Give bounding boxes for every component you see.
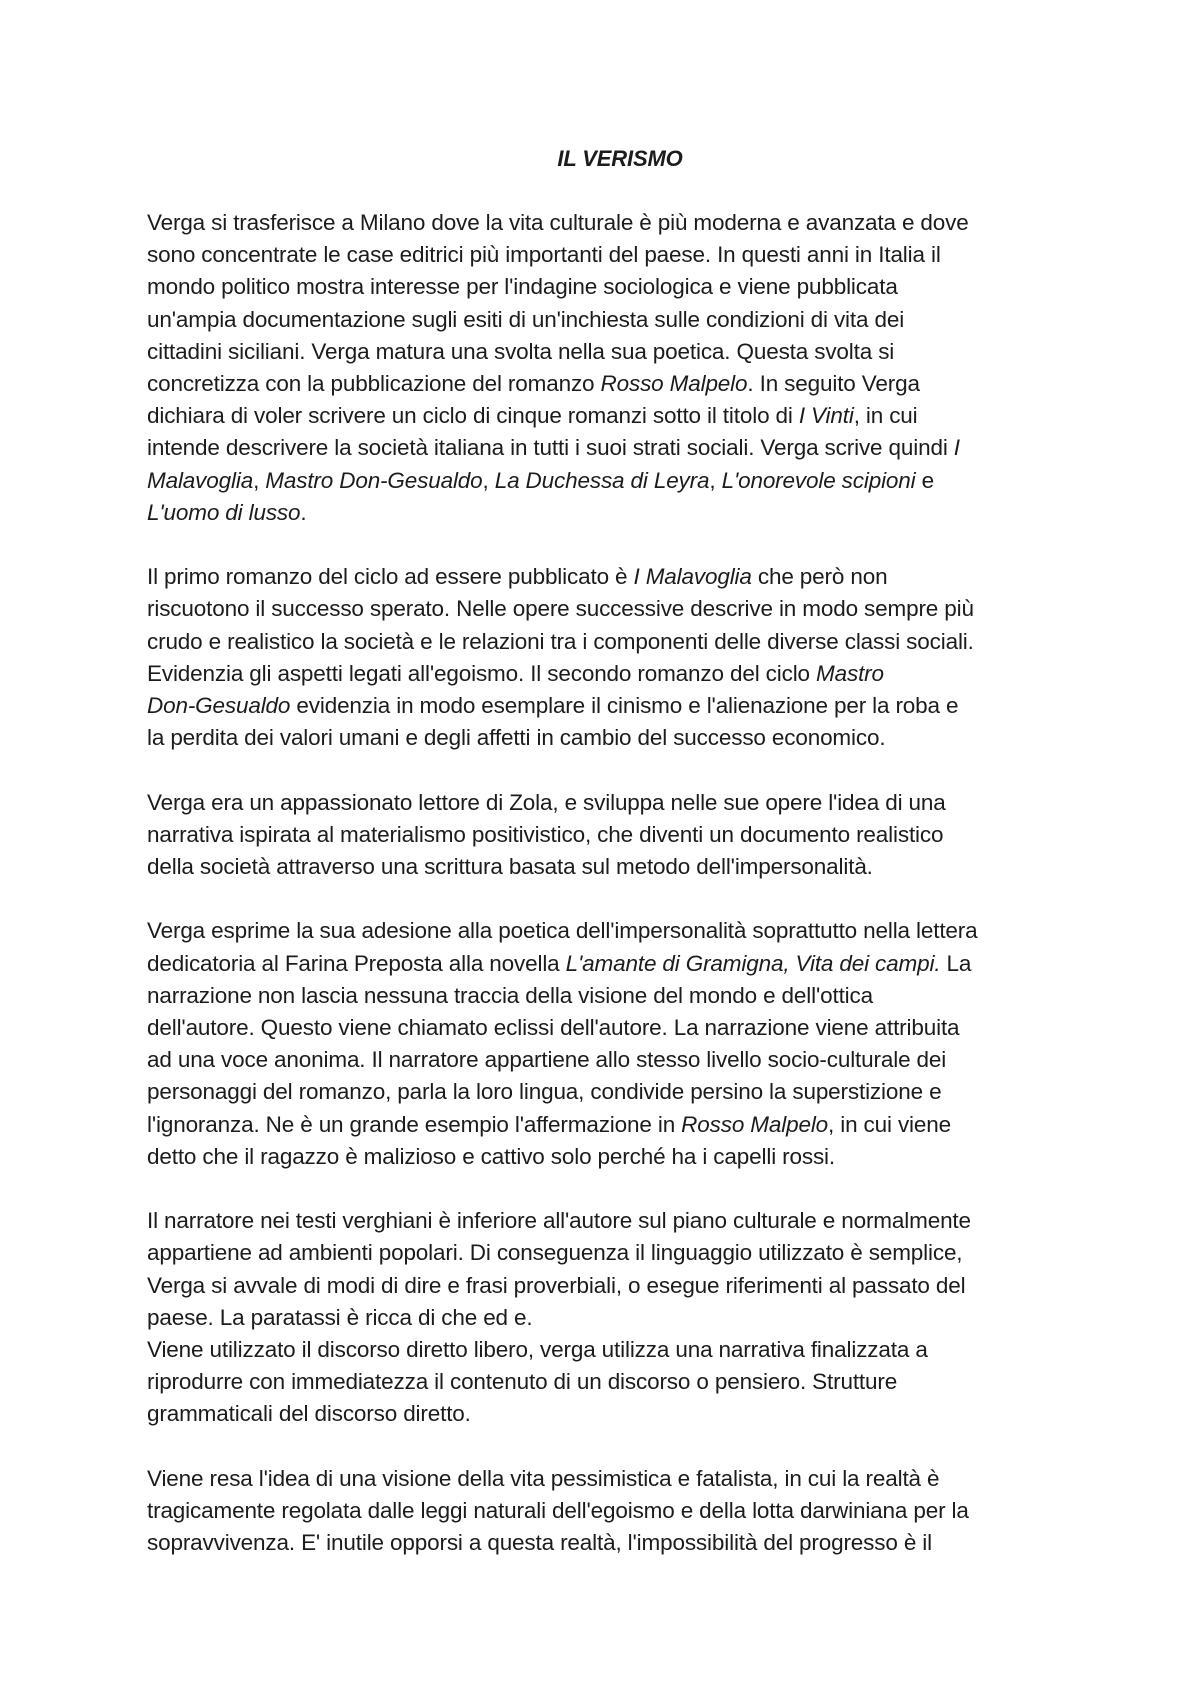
text-segment: narrazione non lascia nessuna traccia della visione del mondo e dell'ottica (147, 982, 873, 1008)
text-line (147, 787, 1077, 819)
text-line (147, 207, 1077, 239)
document-title: IL VERISMO (557, 146, 683, 171)
text-line (147, 400, 1077, 432)
paragraph-1 (147, 207, 1077, 529)
text-segment: La (940, 950, 972, 976)
italic-title-text: Rosso Malpelo (681, 1111, 829, 1137)
text-segment: . In seguito Verga (747, 371, 920, 397)
text-segment: detto che il ragazzo è malizioso e cattivo solo perché ha i capelli rossi. (147, 1143, 836, 1169)
text-line (147, 851, 1077, 883)
text-line (147, 336, 1077, 368)
text-segment: appartiene ad ambienti popolari. Di conseguenza il linguaggio utilizzato è semplice, (147, 1240, 963, 1266)
text-segment: ad una voce anonima. Il narratore appartiene allo stesso livello socio-culturale dei (147, 1047, 947, 1073)
text-segment: riprodurre con immediatezza il contenuto di un discorso o pensiero. Strutture (147, 1369, 898, 1395)
text-line (147, 1109, 1077, 1141)
text-segment: personaggi del romanzo, parla la loro lingua, condivide persino la superstizione e (147, 1079, 942, 1105)
text-segment: Verga era un appassionato lettore di Zola, e sviluppa nelle sue opere l'idea di una (147, 789, 946, 815)
text-segment: concretizza con la pubblicazione del romanzo (147, 371, 601, 397)
text-line (147, 1270, 1077, 1302)
text-segment: dichiara di voler scrivere un ciclo di cinque romanzi sotto il titolo di (147, 403, 799, 429)
italic-title-text: I (953, 435, 960, 461)
text-segment: Il narratore nei testi verghiani è inferiore all'autore sul piano culturale e normalmente (147, 1208, 971, 1234)
paragraph-3 (147, 787, 1077, 884)
text-segment: la perdita dei valori umani e degli affetti in cambio del successo economico. (147, 725, 886, 751)
text-line (147, 980, 1077, 1012)
text-segment: Verga si trasferisce a Milano dove la vita culturale è più moderna e avanzata e dove (147, 210, 969, 235)
text-segment: Viene resa l'idea di una visione della vita pessimistica e fatalista, in cui la realtà è (147, 1465, 940, 1491)
text-line (147, 1205, 1077, 1237)
italic-title-text: Don-Gesualdo (147, 693, 291, 719)
text-line (147, 690, 1077, 722)
text-segment: , in cui viene (828, 1111, 951, 1137)
text-line (147, 915, 1077, 947)
text-segment: sopravvivenza. E' inutile opporsi a questa realtà, l'impossibilità del progresso è il (147, 1530, 933, 1556)
text-segment: , (253, 467, 266, 493)
text-line (147, 1398, 1077, 1430)
paragraphs-container (147, 207, 1077, 1559)
text-line (147, 626, 1077, 658)
text-line (147, 368, 1077, 400)
paragraph-2 (147, 561, 1077, 754)
italic-title-text: L'uomo di lusso (147, 499, 301, 525)
text-segment: sono concentrate le case editrici più importanti del paese. In questi anni in Italia il (147, 242, 941, 268)
text-segment: Il primo romanzo del ciclo ad essere pubblicato è (147, 564, 634, 590)
text-line (147, 239, 1077, 271)
text-line (147, 1527, 1077, 1559)
text-segment: , in cui (853, 403, 918, 429)
italic-title-text: Mastro (816, 660, 884, 686)
text-line (147, 593, 1077, 625)
italic-title-text: I Malavoglia (633, 564, 752, 590)
paragraph-7 (147, 1463, 1077, 1560)
document-body (147, 143, 1077, 1592)
text-segment: e (915, 467, 934, 493)
text-line (147, 1012, 1077, 1044)
text-segment: evidenzia in modo esemplare il cinismo e l'alienazione per la roba e (290, 693, 959, 719)
text-line (147, 948, 1077, 980)
text-segment: un'ampia documentazione sugli esiti di un'inchiesta sulle condizioni di vita dei (147, 306, 905, 332)
text-line (147, 1044, 1077, 1076)
text-line (147, 1495, 1077, 1527)
text-segment: che però non (751, 564, 888, 590)
text-segment: mondo politico mostra interesse per l'indagine sociologica e viene pubblicata (147, 274, 898, 300)
text-segment: cittadini siciliani. Verga matura una svolta nella sua poetica. Questa svolta si (147, 338, 895, 364)
text-segment: della società attraverso una scrittura basata sul metodo dell'impersonalità. (147, 854, 873, 880)
text-segment: intende descrivere la società italiana in tutti i suoi strati sociali. Verga scrive quindi (147, 435, 954, 461)
text-line (147, 1076, 1077, 1108)
text-line (147, 658, 1077, 690)
text-segment: Verga si avvale di modi di dire e frasi proverbiali, o esegue riferimenti al passato del (147, 1272, 966, 1298)
text-segment: narrativa ispirata al materialismo positivistico, che diventi un documento realistico (147, 821, 944, 847)
text-line (147, 722, 1077, 754)
text-line (147, 561, 1077, 593)
text-line (147, 1366, 1077, 1398)
paragraph-4 (147, 915, 1077, 1173)
text-segment: Verga esprime la sua adesione alla poetica dell'impersonalità soprattutto nella lettera (147, 918, 978, 944)
text-segment: dell'autore. Questo viene chiamato eclissi dell'autore. La narrazione viene attribuita (147, 1015, 960, 1041)
text-line (147, 432, 1077, 464)
italic-title-text: La Duchessa di Leyra (494, 467, 710, 493)
italic-title-text: L'onorevole scipioni (721, 467, 916, 493)
text-line (147, 819, 1077, 851)
text-segment: grammaticali del discorso diretto. (147, 1401, 471, 1427)
paragraph-6 (147, 1334, 1077, 1431)
text-line (147, 271, 1077, 303)
text-line (147, 1237, 1077, 1269)
text-segment: . (300, 499, 307, 525)
text-segment: riscuotono il successo sperato. Nelle opere successive descrive in modo sempre più (147, 596, 974, 622)
text-segment: Viene utilizzato il discorso diretto libero, verga utilizza una narrativa finalizzata a (147, 1337, 928, 1363)
text-line (147, 1302, 1077, 1334)
italic-title-text: I Vinti (798, 403, 854, 429)
text-line (147, 1463, 1077, 1495)
text-line (147, 304, 1077, 336)
text-line (147, 1334, 1077, 1366)
italic-title-text: Mastro Don-Gesualdo (265, 467, 483, 493)
italic-title-text: Rosso Malpelo (600, 371, 748, 397)
text-segment: dedicatoria al Farina Preposta alla novella (147, 950, 566, 976)
text-segment: l'ignoranza. Ne è un grande esempio l'affermazione in (147, 1111, 682, 1137)
italic-title-text: L'amante di Gramigna, Vita dei campi. (565, 950, 941, 976)
text-segment: paese. La paratassi è ricca di che ed e. (147, 1304, 533, 1330)
text-segment: , (709, 467, 722, 493)
text-segment: tragicamente regolata dalle leggi naturali dell'egoismo e della lotta darwiniana per la (147, 1498, 969, 1524)
paragraph-5 (147, 1205, 1077, 1334)
text-line (147, 465, 1077, 497)
italic-title-text: Malavoglia (147, 467, 254, 493)
text-segment: , (482, 467, 495, 493)
text-line (147, 497, 1077, 529)
text-segment: crudo e realistico la società e le relazioni tra i componenti delle diverse classi sociali. (147, 628, 974, 654)
text-segment: Evidenzia gli aspetti legati all'egoismo. Il secondo romanzo del ciclo (147, 660, 817, 686)
text-line (147, 1141, 1077, 1173)
